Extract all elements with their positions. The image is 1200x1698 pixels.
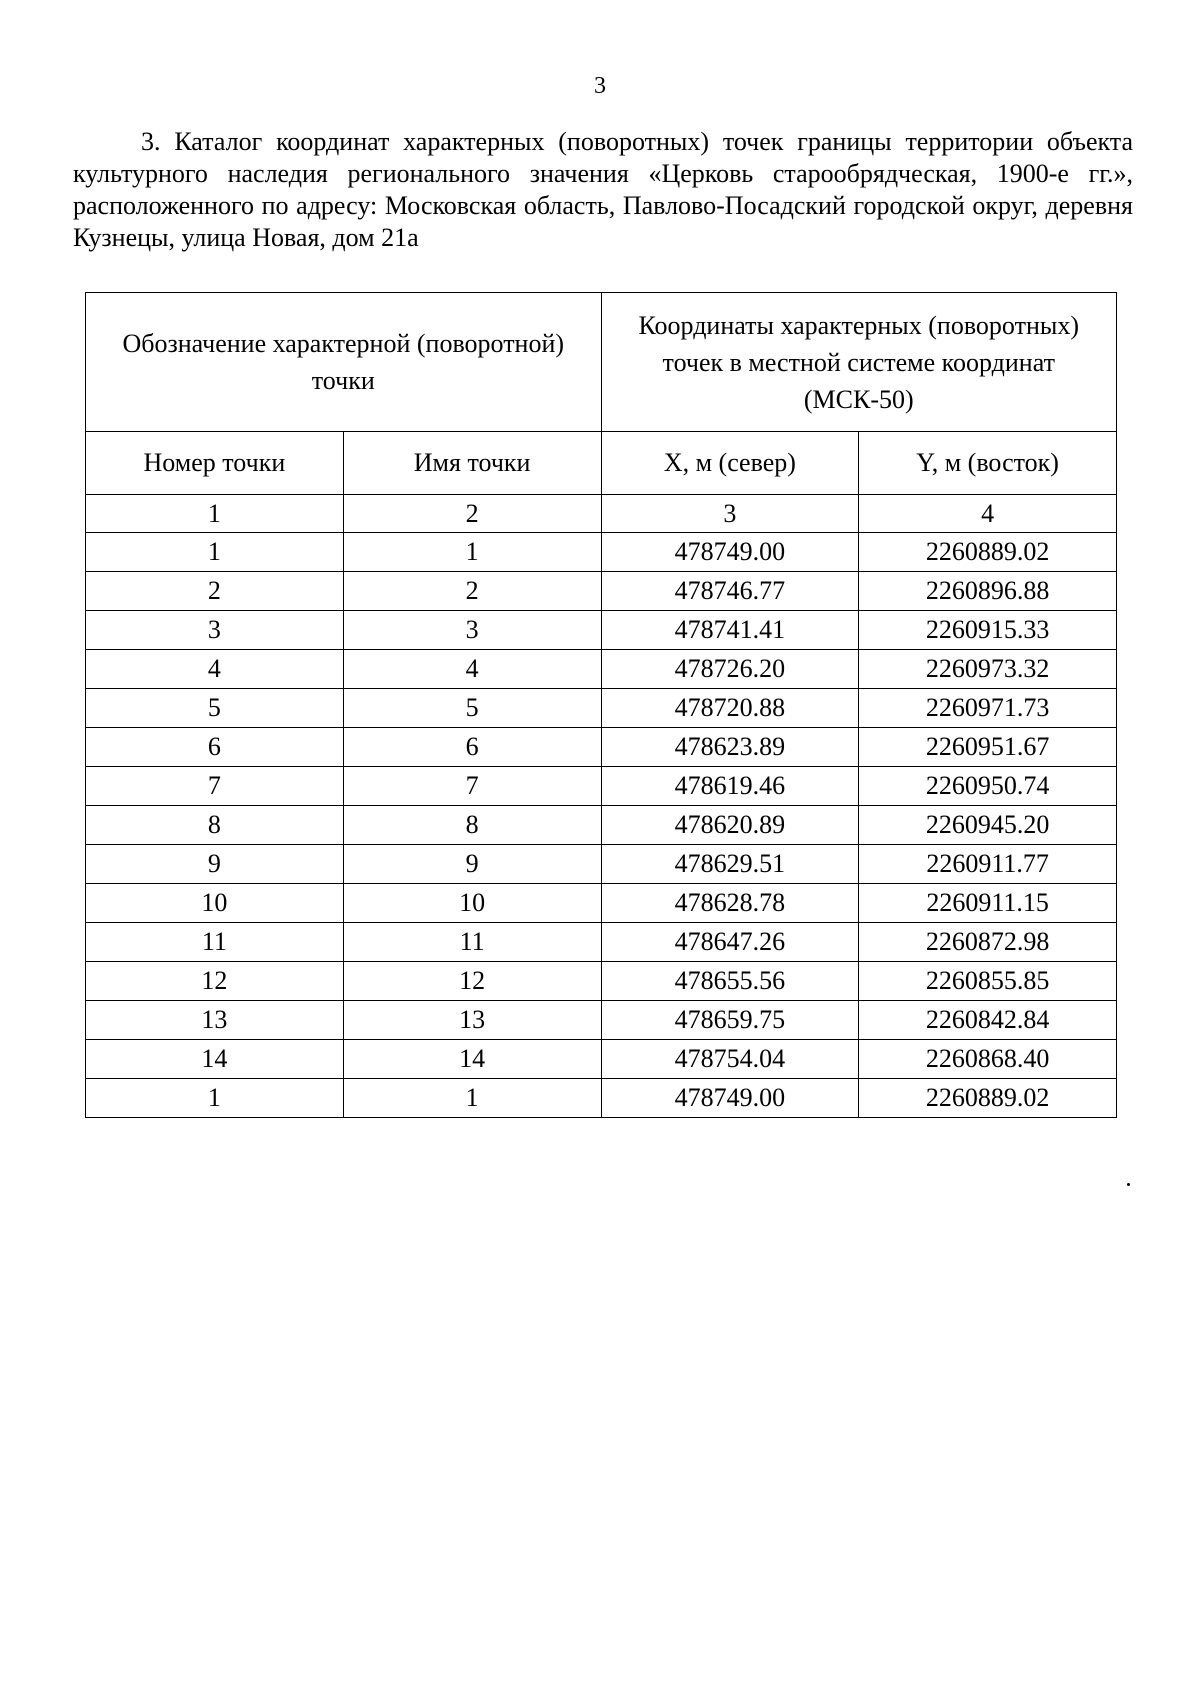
column-header-point-name: Имя точки bbox=[343, 432, 601, 495]
cell-point-number: 14 bbox=[86, 1040, 344, 1079]
cell-point-name: 6 bbox=[343, 728, 601, 767]
cell-point-name: 1 bbox=[343, 533, 601, 572]
cell-y: 2260842.84 bbox=[859, 1001, 1117, 1040]
table-column-number-row bbox=[86, 495, 1117, 533]
cell-x: 478659.75 bbox=[601, 1001, 859, 1040]
cell-point-number: 11 bbox=[86, 923, 344, 962]
cell-y: 2260915.33 bbox=[859, 611, 1117, 650]
cell-y: 2260872.98 bbox=[859, 923, 1117, 962]
cell-point-name: 9 bbox=[343, 845, 601, 884]
cell-point-number: 7 bbox=[86, 767, 344, 806]
cell-point-number: 2 bbox=[86, 572, 344, 611]
cell-y: 2260855.85 bbox=[859, 962, 1117, 1001]
cell-point-name: 10 bbox=[343, 884, 601, 923]
cell-y: 2260889.02 bbox=[859, 1079, 1117, 1118]
cell-x: 478647.26 bbox=[601, 923, 859, 962]
cell-x: 478749.00 bbox=[601, 1079, 859, 1118]
cell-x: 478623.89 bbox=[601, 728, 859, 767]
cell-point-name: 2 bbox=[343, 572, 601, 611]
table-row bbox=[86, 728, 1117, 767]
table-row bbox=[86, 923, 1117, 962]
cell-x: 478746.77 bbox=[601, 572, 859, 611]
cell-point-number: 13 bbox=[86, 1001, 344, 1040]
cell-x: 478726.20 bbox=[601, 650, 859, 689]
cell-point-number: 12 bbox=[86, 962, 344, 1001]
cell-point-number: 3 bbox=[86, 611, 344, 650]
table-column-header-row bbox=[86, 432, 1117, 495]
table-row bbox=[86, 884, 1117, 923]
cell-y: 2260971.73 bbox=[859, 689, 1117, 728]
cell-x: 478749.00 bbox=[601, 533, 859, 572]
table-row bbox=[86, 845, 1117, 884]
cell-y: 2260911.77 bbox=[859, 845, 1117, 884]
cell-x: 478628.78 bbox=[601, 884, 859, 923]
cell-point-name: 13 bbox=[343, 1001, 601, 1040]
cell-y: 2260945.20 bbox=[859, 806, 1117, 845]
column-header-x: X, м (север) bbox=[601, 432, 859, 495]
table-row bbox=[86, 1040, 1117, 1079]
cell-y: 2260896.88 bbox=[859, 572, 1117, 611]
cell-point-number: 1 bbox=[86, 1079, 344, 1118]
table-group-header-row bbox=[86, 293, 1117, 432]
coordinates-header: Координаты характерных (поворотных) точек в местной системе координат (МСК-50) bbox=[601, 293, 1117, 432]
table-row bbox=[86, 689, 1117, 728]
cell-point-name: 5 bbox=[343, 689, 601, 728]
cell-x: 478620.89 bbox=[601, 806, 859, 845]
cell-x: 478629.51 bbox=[601, 845, 859, 884]
cell-point-name: 3 bbox=[343, 611, 601, 650]
cell-x: 478619.46 bbox=[601, 767, 859, 806]
cell-point-number: 6 bbox=[86, 728, 344, 767]
cell-point-number: 8 bbox=[86, 806, 344, 845]
cell-x: 478655.56 bbox=[601, 962, 859, 1001]
designation-header: Обозначение характерной (поворотной) точки bbox=[86, 293, 602, 432]
cell-y: 2260951.67 bbox=[859, 728, 1117, 767]
cell-point-name: 8 bbox=[343, 806, 601, 845]
cell-y: 2260889.02 bbox=[859, 533, 1117, 572]
catalog-intro-paragraph: 3. Каталог координат характерных (поворотных) точек границы территории объекта культурного наследия регионального значения «Церковь старообрядческая, 1900-е гг.», расположенного по адресу: Московская область, Павлово-Посадский городской округ, деревня Кузнецы, улица Новая, дом 21а bbox=[73, 127, 1133, 252]
cell-point-number: 1 bbox=[86, 533, 344, 572]
table-row bbox=[86, 1079, 1117, 1118]
table-row bbox=[86, 767, 1117, 806]
trailing-dot bbox=[1127, 1183, 1130, 1186]
table-row bbox=[86, 572, 1117, 611]
coordinates-table bbox=[85, 292, 1117, 1118]
column-header-y: Y, м (восток) bbox=[859, 432, 1117, 495]
table-row bbox=[86, 1001, 1117, 1040]
table-row bbox=[86, 806, 1117, 845]
cell-point-number: 5 bbox=[86, 689, 344, 728]
cell-point-name: 12 bbox=[343, 962, 601, 1001]
cell-point-name: 1 bbox=[343, 1079, 601, 1118]
table-row bbox=[86, 611, 1117, 650]
table-row bbox=[86, 533, 1117, 572]
column-number: 2 bbox=[343, 495, 601, 533]
cell-y: 2260950.74 bbox=[859, 767, 1117, 806]
cell-point-name: 11 bbox=[343, 923, 601, 962]
column-number: 4 bbox=[859, 495, 1117, 533]
cell-point-number: 9 bbox=[86, 845, 344, 884]
cell-point-number: 4 bbox=[86, 650, 344, 689]
cell-point-number: 10 bbox=[86, 884, 344, 923]
table-row bbox=[86, 650, 1117, 689]
cell-point-name: 4 bbox=[343, 650, 601, 689]
cell-point-name: 7 bbox=[343, 767, 601, 806]
page-number: 3 bbox=[594, 73, 606, 99]
cell-y: 2260973.32 bbox=[859, 650, 1117, 689]
cell-y: 2260868.40 bbox=[859, 1040, 1117, 1079]
column-number: 3 bbox=[601, 495, 859, 533]
cell-x: 478754.04 bbox=[601, 1040, 859, 1079]
table-row bbox=[86, 962, 1117, 1001]
cell-point-name: 14 bbox=[343, 1040, 601, 1079]
cell-x: 478741.41 bbox=[601, 611, 859, 650]
cell-y: 2260911.15 bbox=[859, 884, 1117, 923]
column-number: 1 bbox=[86, 495, 344, 533]
cell-x: 478720.88 bbox=[601, 689, 859, 728]
column-header-point-number: Номер точки bbox=[86, 432, 344, 495]
